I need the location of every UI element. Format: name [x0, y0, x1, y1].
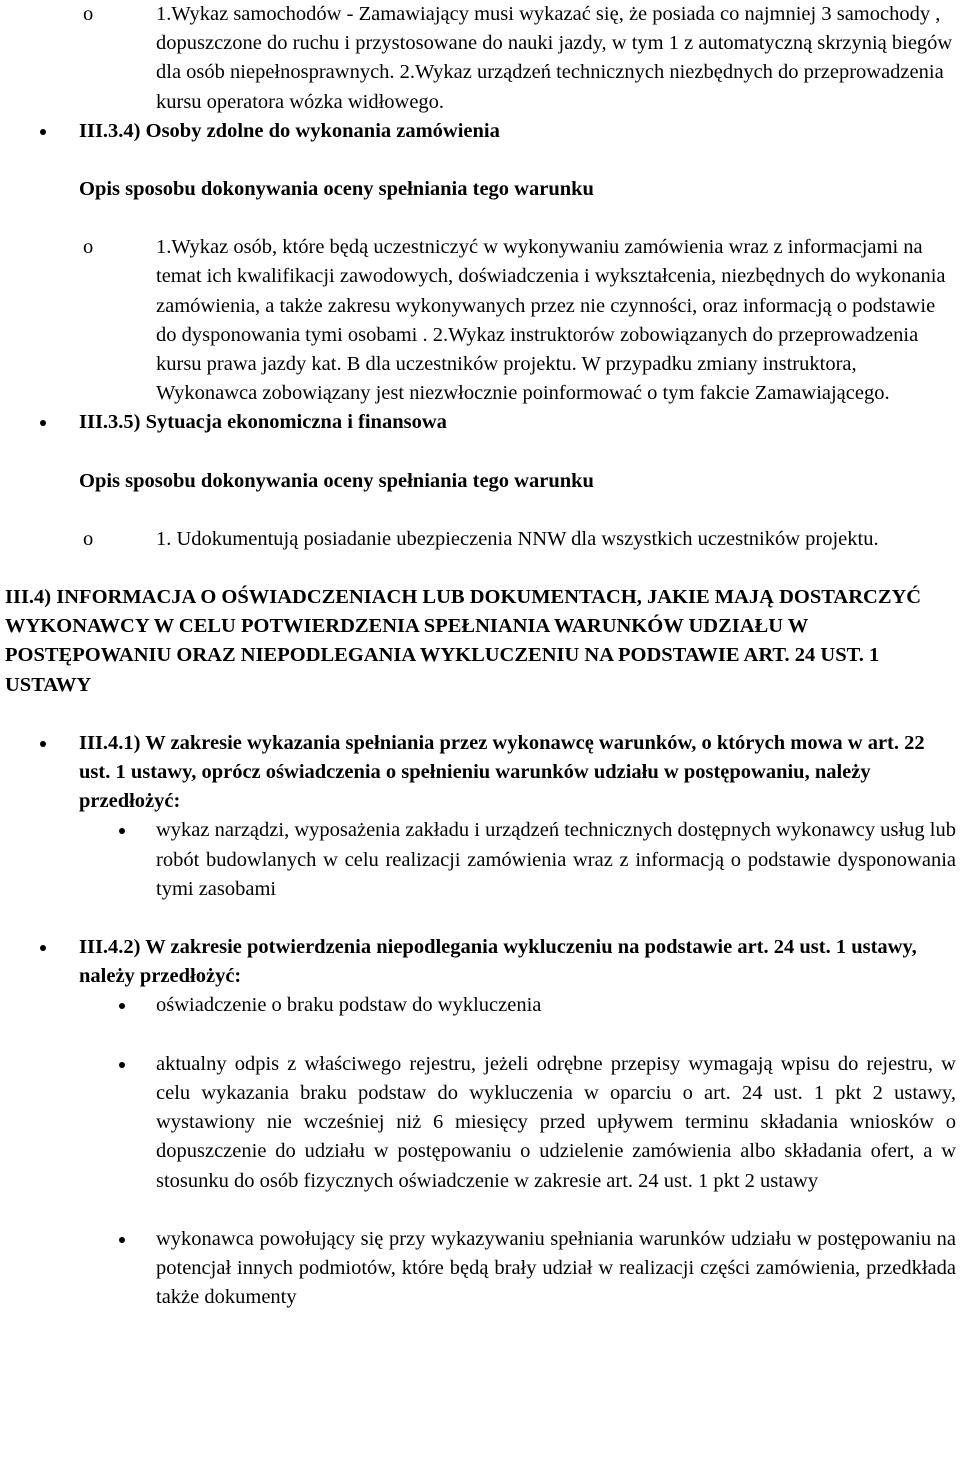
criteria-heading-2: Opis sposobu dokonywania oceny spełniania tego warunku	[79, 469, 594, 492]
list-item-wykaz-narzadzi	[0, 816, 960, 904]
section-heading-341: III.4.1) W zakresie wykazania spełniania przez wykonawcę warunków, o których mowa w art. 22 ust. 1 ustawy, oprócz oświadczenia o spełnieniu warunków udziału w postępowaniu, należy przedłożyć:	[0, 729, 960, 817]
list-item-oswiadczenie	[0, 991, 960, 1020]
list-item-wykonawca	[0, 1225, 960, 1313]
paragraph-text: oświadczenie o braku podstaw do wykluczenia	[156, 994, 542, 1017]
list-item-wykaz-osob	[0, 233, 960, 408]
paragraph-text: wykaz narządzi, wyposażenia zakładu i urządzeń technicznych dostępnych wykonawcy usług lub robót budowlanych w celu realizacji zamówienia wraz z informacją o podstawie dysponowania tymi zasobami	[156, 819, 956, 900]
section-heading-342: III.4.2) W zakresie potwierdzenia niepodlegania wykluczeniu na podstawie art. 24 ust. 1 ustawy, należy przedłożyć:	[0, 933, 960, 991]
paragraph-text: wykonawca powołujący się przy wykazywaniu spełniania warunków udziału w postępowaniu na potencjał innych podmiotów, które będą brały udział w realizacji części zamówienia, przedkłada także dokumenty	[156, 1227, 956, 1309]
paragraph-text: aktualny odpis z właściwego rejestru, jeżeli odrębne przepisy wymagają wpisu do rejestru, w celu wykazania braku podstaw do wykluczenia w oparciu o art. 24 ust. 1 pkt 2 ustawy, wystawiony nie wcześniej niż 6 miesięcy przed upływem terminu składania wniosków o dopuszczenie do udziału w postępowaniu o udzielenie zamówienia albo składania ofert, a w stosunku do osób fizycznych oświadczenie w zakresie art. 24 ust. 1 pkt 2 ustawy	[156, 1052, 956, 1192]
section-heading-34: III.4) INFORMACJA O OŚWIADCZENIACH LUB DOKUMENTACH, JAKIE MAJĄ DOSTARCZYĆ WYKONAWCY W CELU POTWIERDZENIA SPEŁNIANIA WARUNKÓW UDZIAŁU W POSTĘPOWANIU ORAZ NIEPODLEGANIA WYKLUCZENIU NA PODSTAWIE ART. 24 UST. 1 USTAWY	[5, 586, 922, 696]
paragraph-text: 1.Wykaz osób, które będą uczestniczyć w wykonywaniu zamówienia wraz z informacjami na temat ich kwalifikacji zawodowych, doświadczenia i wykształcenia, niezbędnych do wykonania zamówienia, a także zakresu wykonywanych przez nie czynności, oraz informacją o podstawie do dysponowania tymi osobami . 2.Wykaz instruktorów zobowiązanych do przeprowadzenia kursu prawa jazdy kat. B dla uczestników projektu. W przypadku zmiany instruktora, Wykonawca zobowiązany jest niezwłocznie poinformować o tym fakcie Zamawiającego.	[156, 236, 946, 405]
list-item-udokumentuja	[0, 525, 960, 554]
paragraph-text: 1. Udokumentują posiadanie ubezpieczenia NNW dla wszystkich uczestników projektu.	[156, 527, 879, 550]
list-item-wykaz-samochodow	[0, 0, 960, 117]
section-heading-335: III.3.5) Sytuacja ekonomiczna i finansowa	[0, 408, 960, 437]
list-item-odpis	[0, 1050, 960, 1196]
paragraph-text: 1.Wykaz samochodów - Zamawiający musi wykazać się, że posiada co najmniej 3 samochody , dopuszczone do ruchu i przystosowane do nauki jazdy, w tym 1 z automatyczną skrzynią biegów dla osób niepełnosprawnych. 2.Wykaz urządzeń technicznych niezbędnych do przeprowadzenia kursu operatora wózka widłowego.	[156, 3, 953, 113]
criteria-heading-1: Opis sposobu dokonywania oceny spełniania tego warunku	[79, 178, 594, 201]
section-heading-334: III.3.4) Osoby zdolne do wykonania zamówienia	[0, 117, 960, 146]
